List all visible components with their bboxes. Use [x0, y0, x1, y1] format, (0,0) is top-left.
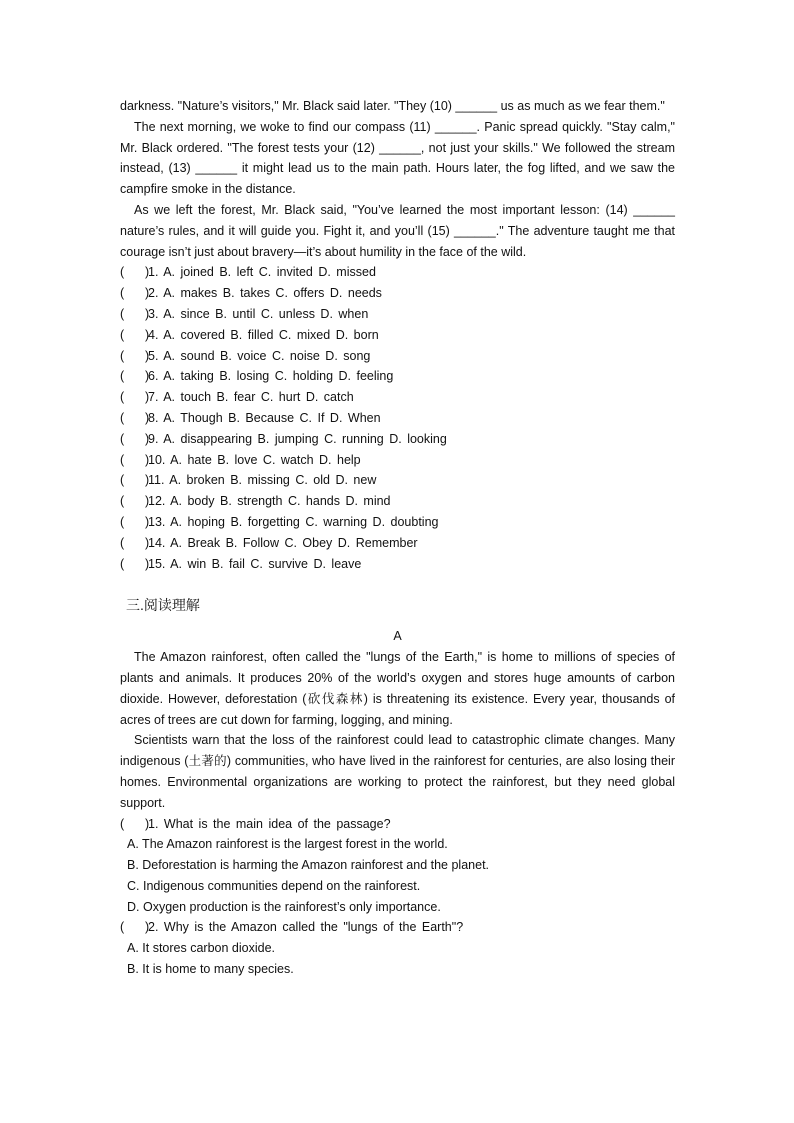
cloze-option-row	[120, 491, 675, 512]
reading-paragraph-1: The Amazon rainforest, often called the "lungs of the Earth," is home to millions of species of plants and animals. It produces 20% of the world’s oxygen and stores huge amounts of carbon dioxide. However, deforestation (砍伐森林) is threatening its existence. Every year, thousands of acres of trees are cut down for farming, logging, and mining.	[120, 650, 675, 727]
cloze-option-row	[120, 346, 675, 367]
answer-blank[interactable]: ( )	[120, 306, 150, 321]
question-text: 1. What is the main idea of the passage?	[148, 816, 391, 831]
option-text: 11. A. broken B. missing C. old D. new	[148, 473, 377, 488]
answer-choice: D. Oxygen production is the rainforest’s only importance.	[127, 899, 441, 914]
cloze-option-row	[120, 304, 675, 325]
cloze-option-row	[120, 533, 675, 554]
answer-blank[interactable]: ( )	[120, 473, 150, 488]
answer-blank[interactable]: ( )	[120, 514, 150, 529]
option-text: 8. A. Though B. Because C. If D. When	[148, 410, 381, 425]
answer-blank[interactable]: ( )	[120, 556, 150, 571]
cloze-option-row	[120, 429, 675, 450]
answer-blank[interactable]: ( )	[120, 327, 150, 342]
answer-blank[interactable]: ( )	[120, 494, 150, 509]
cloze-option-row	[120, 470, 675, 491]
question-row	[120, 814, 675, 835]
passage-label: A	[393, 629, 402, 644]
option-text: 2. A. makes B. takes C. offers D. needs	[148, 286, 382, 301]
option-text: 13. A. hoping B. forgetting C. warning D. doubting	[148, 514, 439, 529]
cloze-option-row	[120, 408, 675, 429]
option-text: 14. A. Break B. Follow C. Obey D. Remember	[148, 535, 418, 550]
cloze-option-row	[120, 366, 675, 387]
answer-blank[interactable]: ( )	[120, 431, 150, 446]
cloze-option-row	[120, 283, 675, 304]
option-text: 9. A. disappearing B. jumping C. running D. looking	[148, 431, 447, 446]
answer-choice: C. Indigenous communities depend on the rainforest.	[127, 878, 421, 893]
answer-blank[interactable]: ( )	[120, 390, 150, 405]
reading-paragraph-2: Scientists warn that the loss of the rainforest could lead to catastrophic climate changes. Many indigenous (土著的) communities, who have lived in the rainforest for centuries, are also losing their homes. Environmental organizations are working to protect the rainforest, but they need global support.	[120, 733, 675, 810]
answer-blank[interactable]: ( )	[120, 920, 150, 935]
answer-choice: B. It is home to many species.	[127, 962, 294, 977]
answer-blank[interactable]: ( )	[120, 369, 150, 384]
cloze-option-row	[120, 325, 675, 346]
answer-blank[interactable]: ( )	[120, 348, 150, 363]
option-text: 7. A. touch B. fear C. hurt D. catch	[148, 390, 354, 405]
option-text: 15. A. win B. fail C. survive D. leave	[148, 556, 362, 571]
option-text: 10. A. hate B. love C. watch D. help	[148, 452, 361, 467]
question-text: 2. Why is the Amazon called the "lungs of the Earth"?	[148, 920, 464, 935]
cloze-paragraph-continued: darkness. "Nature’s visitors," Mr. Black said later. "They (10) ______ us as much as we fear them."	[120, 99, 665, 113]
answer-choice: B. Deforestation is harming the Amazon rainforest and the planet.	[127, 858, 490, 873]
cloze-paragraph-3: As we left the forest, Mr. Black said, "You’ve learned the most important lesson: (14) ______ nature’s rules, and it will guide you. Fight it, and you’ll (15) ______." The adventure taught me that courage isn’t just about bravery—it’s about humility in the face of the wild.	[120, 202, 675, 259]
answer-choice: A. The Amazon rainforest is the largest forest in the world.	[127, 837, 448, 852]
option-text: 12. A. body B. strength C. hands D. mind	[148, 494, 391, 509]
cloze-paragraph-2: The next morning, we woke to find our compass (11) ______. Panic spread quickly. "Stay calm," Mr. Black ordered. "The forest tests your (12) ______, not just your skills." We followed the stream instead, (13) ______ it might lead us to the main path. Hours later, the fog lifted, and we saw the campfire smoke in the distance.	[120, 119, 675, 197]
option-text: 4. A. covered B. filled C. mixed D. born	[148, 327, 379, 342]
option-text: 5. A. sound B. voice C. noise D. song	[148, 348, 371, 363]
answer-blank[interactable]: ( )	[120, 286, 150, 301]
answer-choice: A. It stores carbon dioxide.	[127, 941, 275, 956]
answer-blank[interactable]: ( )	[120, 265, 150, 280]
answer-blank[interactable]: ( )	[120, 816, 150, 831]
option-text: 1. A. joined B. left C. invited D. missed	[148, 265, 376, 280]
cloze-option-row	[120, 387, 675, 408]
answer-blank[interactable]: ( )	[120, 410, 150, 425]
cloze-option-row	[120, 262, 675, 283]
option-text: 3. A. since B. until C. unless D. when	[148, 306, 369, 321]
option-text: 6. A. taking B. losing C. holding D. feeling	[148, 369, 394, 384]
document-page	[120, 96, 675, 980]
cloze-options-list	[120, 262, 675, 574]
cloze-option-row	[120, 554, 675, 575]
answer-blank[interactable]: ( )	[120, 452, 150, 467]
answer-blank[interactable]: ( )	[120, 535, 150, 550]
cloze-option-row	[120, 450, 675, 471]
cloze-option-row	[120, 512, 675, 533]
question-row	[120, 917, 675, 938]
section-title: 三.阅读理解	[126, 597, 200, 614]
